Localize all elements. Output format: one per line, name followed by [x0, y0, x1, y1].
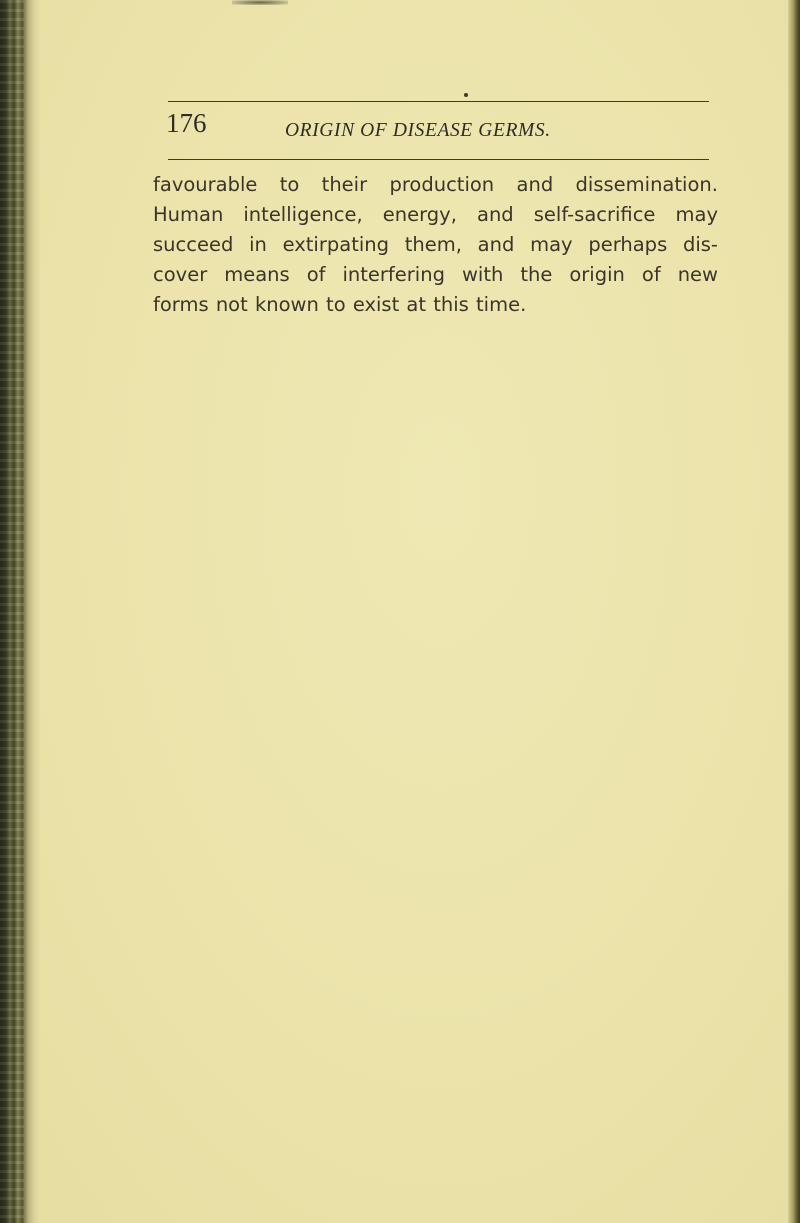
word: dissemination. [575, 173, 718, 196]
word: their [321, 173, 368, 196]
word: perhaps [588, 233, 668, 256]
word: favourable [153, 173, 258, 196]
running-title: ORIGIN OF DISEASE GERMS. [285, 120, 551, 141]
binding-streaks [0, 0, 24, 1223]
word: with [461, 263, 504, 286]
word: self-sacrifice [533, 203, 656, 226]
word: extirpating [282, 233, 389, 256]
top-edge-mark [232, 0, 288, 5]
header-rule-dot [464, 93, 468, 97]
word: may [530, 233, 573, 256]
word: and [477, 233, 515, 256]
text-line [153, 230, 718, 260]
word: new [677, 263, 718, 286]
text-line [153, 290, 718, 320]
word: energy, [382, 203, 457, 226]
page-number: 176 [166, 108, 207, 138]
word: means [224, 263, 290, 286]
word: of [641, 263, 661, 286]
page-right-edge [788, 0, 800, 1223]
word: origin [569, 263, 625, 286]
word: interfering [342, 263, 445, 286]
word: the [520, 263, 553, 286]
word: succeed [153, 233, 234, 256]
word: in [249, 233, 267, 256]
word: them, [404, 233, 462, 256]
word: to [279, 173, 300, 196]
word: Human [153, 203, 224, 226]
header-rule-top [168, 101, 709, 102]
header-rule-bottom [168, 159, 709, 160]
word: dis- [682, 233, 718, 256]
text-line-content: forms not known to exist at this time. [153, 293, 527, 316]
text-line [153, 260, 718, 290]
word: may [675, 203, 718, 226]
word: and [516, 173, 554, 196]
word: production [389, 173, 495, 196]
word: intelligence, [243, 203, 363, 226]
word: cover [153, 263, 208, 286]
body-paragraph [153, 170, 718, 320]
word: of [306, 263, 326, 286]
word: and [477, 203, 514, 226]
text-line [153, 170, 718, 200]
text-line [153, 200, 718, 230]
